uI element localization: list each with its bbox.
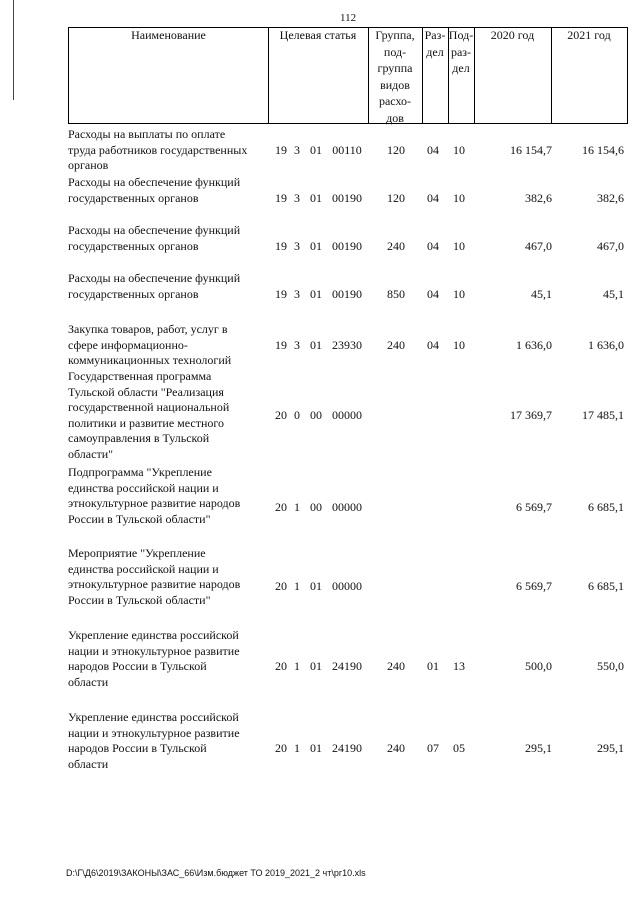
table-row xyxy=(68,223,628,271)
file-path-footer: D:\Г\Д6\2019\ЗАКОНЫ\ЗАС_66\Изм.бюджет ТО 2019_2021_2 чт\рг10.xls xyxy=(66,868,366,878)
row-2020: 16 154,7 xyxy=(510,142,552,157)
table-row xyxy=(68,628,628,708)
cs-part1: 19 xyxy=(275,238,287,253)
row-2021: 1 636,0 xyxy=(588,337,624,352)
header-name: Наименование xyxy=(68,27,269,124)
cs-part2: 1 xyxy=(294,500,300,514)
cs-part2: 3 xyxy=(294,286,300,301)
row-name: Расходы на обеспечение функций государственных органов xyxy=(68,175,241,205)
cs-part1: 19 xyxy=(275,190,287,205)
row-2020: 6 569,7 xyxy=(516,579,552,593)
cs-part1: 20 xyxy=(275,500,287,514)
row-group: 240 xyxy=(387,659,405,673)
cs-part4: 00000 xyxy=(332,500,362,514)
row-2021: 6 685,1 xyxy=(588,500,624,514)
row-2021: 295,1 xyxy=(597,741,624,755)
row-subsection: 10 xyxy=(453,337,465,352)
cs-part3: 00 xyxy=(310,408,322,422)
cs-part2: 3 xyxy=(294,190,300,205)
row-subsection: 05 xyxy=(453,741,465,755)
row-name: Подпрограмма "Укрепление единства российской нации и этнокультурное развитие народов России в Тульской области" xyxy=(68,465,241,526)
row-2020: 17 369,7 xyxy=(510,408,552,422)
row-2021: 467,0 xyxy=(597,238,624,253)
table-row xyxy=(68,322,628,370)
cs-part1: 19 xyxy=(275,337,287,352)
table-row xyxy=(68,271,628,319)
page-number: 112 xyxy=(340,12,357,24)
row-group: 240 xyxy=(387,238,405,253)
cs-part2: 3 xyxy=(294,142,300,157)
cs-part4: 00000 xyxy=(332,408,362,422)
row-2020: 500,0 xyxy=(525,659,552,673)
table-row xyxy=(68,369,628,465)
cs-part3: 01 xyxy=(310,286,322,301)
cs-part3: 01 xyxy=(310,238,322,253)
row-name: Закупка товаров, работ, услуг в сфере информационно- коммуникационных технологий xyxy=(68,322,232,367)
row-group: 240 xyxy=(387,741,405,755)
row-section: 04 xyxy=(427,337,439,352)
row-name: Укрепление единства российской нации и этнокультурное развитие народов России в Тульской области xyxy=(68,710,240,771)
cs-part2: 3 xyxy=(294,337,300,352)
row-subsection: 10 xyxy=(453,190,465,205)
cs-part3: 01 xyxy=(310,741,322,755)
row-2021: 6 685,1 xyxy=(588,579,624,593)
row-section: 07 xyxy=(427,741,439,755)
row-group: 120 xyxy=(387,142,405,157)
row-2020: 1 636,0 xyxy=(516,337,552,352)
cs-part4: 24190 xyxy=(332,741,362,755)
cs-part4: 23930 xyxy=(332,337,362,352)
row-section: 04 xyxy=(427,238,439,253)
row-2021: 17 485,1 xyxy=(582,408,624,422)
cs-part3: 01 xyxy=(310,579,322,593)
cs-part1: 20 xyxy=(275,741,287,755)
row-group: 120 xyxy=(387,190,405,205)
cs-part1: 20 xyxy=(275,408,287,422)
table-row xyxy=(68,175,628,223)
table-row xyxy=(68,465,628,545)
cs-part2: 1 xyxy=(294,741,300,755)
row-2020: 45,1 xyxy=(531,286,552,301)
row-2021: 45,1 xyxy=(603,286,624,301)
row-name: Расходы на выплаты по оплате труда работников государственных органов xyxy=(68,127,248,172)
row-2021: 382,6 xyxy=(597,190,624,205)
row-name: Расходы на обеспечение функций государственных органов xyxy=(68,223,241,253)
row-section: 04 xyxy=(427,190,439,205)
row-group: 850 xyxy=(387,286,405,301)
row-name: Укрепление единства российской нации и этнокультурное развитие народов России в Тульской области xyxy=(68,628,240,689)
row-2021: 16 154,6 xyxy=(582,142,624,157)
cs-part2: 3 xyxy=(294,238,300,253)
cs-part3: 01 xyxy=(310,190,322,205)
row-2020: 382,6 xyxy=(525,190,552,205)
row-2020: 467,0 xyxy=(525,238,552,253)
table-row xyxy=(68,546,628,626)
row-2020: 295,1 xyxy=(525,741,552,755)
cs-part2: 1 xyxy=(294,579,300,593)
row-section: 04 xyxy=(427,142,439,157)
header-section: Раз- дел xyxy=(422,27,449,124)
header-group: Группа, под- группа видов расхо- дов xyxy=(368,27,423,124)
row-group: 240 xyxy=(387,337,405,352)
cs-part4: 00190 xyxy=(332,238,362,253)
cs-part4: 24190 xyxy=(332,659,362,673)
cs-part4: 00190 xyxy=(332,190,362,205)
row-subsection: 10 xyxy=(453,142,465,157)
row-2021: 550,0 xyxy=(597,659,624,673)
cs-part3: 01 xyxy=(310,337,322,352)
row-name: Расходы на обеспечение функций государственных органов xyxy=(68,271,241,301)
cs-part4: 00190 xyxy=(332,286,362,301)
row-subsection: 10 xyxy=(453,238,465,253)
cs-part4: 00110 xyxy=(332,142,362,157)
cs-part2: 1 xyxy=(294,659,300,673)
row-2020: 6 569,7 xyxy=(516,500,552,514)
row-subsection: 13 xyxy=(453,659,465,673)
table-row xyxy=(68,127,628,175)
cs-part2: 0 xyxy=(294,408,300,422)
cs-part3: 01 xyxy=(310,659,322,673)
cs-part3: 01 xyxy=(310,142,322,157)
row-subsection: 10 xyxy=(453,286,465,301)
header-target: Целевая статья xyxy=(268,27,369,124)
binding-margin-line xyxy=(13,0,14,100)
table-row xyxy=(68,710,628,790)
cs-part1: 19 xyxy=(275,142,287,157)
row-name: Государственная программа Тульской области "Реализация государственной национальной политики и развитие местного самоуправления в Тульской области" xyxy=(68,369,230,461)
cs-part1: 20 xyxy=(275,659,287,673)
row-section: 04 xyxy=(427,286,439,301)
cs-part3: 00 xyxy=(310,500,322,514)
cs-part1: 19 xyxy=(275,286,287,301)
header-subsection: Под- раз- дел xyxy=(448,27,475,124)
cs-part1: 20 xyxy=(275,579,287,593)
row-name: Мероприятие "Укрепление единства российской нации и этнокультурное развитие народов России в Тульской области" xyxy=(68,546,241,607)
header-2020: 2020 год xyxy=(474,27,552,124)
cs-part4: 00000 xyxy=(332,579,362,593)
row-section: 01 xyxy=(427,659,439,673)
header-2021: 2021 год xyxy=(551,27,628,124)
